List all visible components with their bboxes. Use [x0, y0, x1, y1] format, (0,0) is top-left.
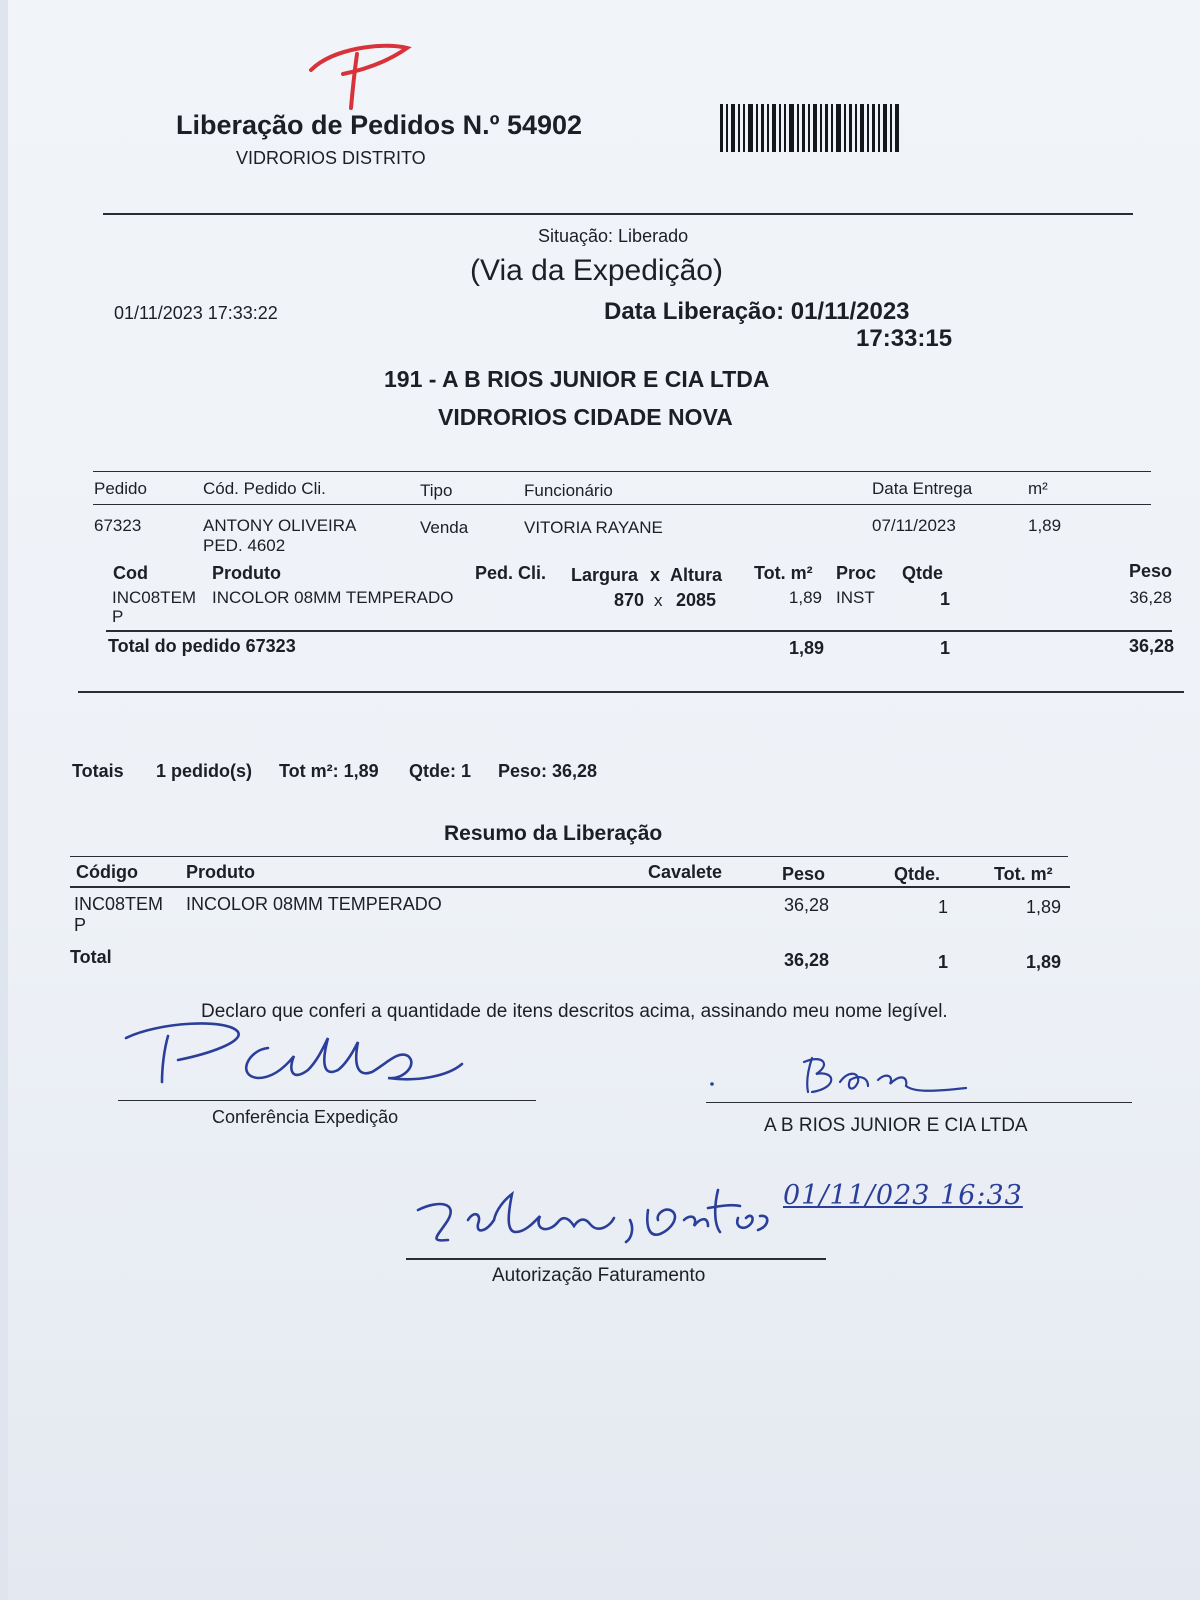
- conferencia-label: Conferência Expedição: [212, 1107, 399, 1127]
- handwritten-date: 01/11/023 16:33: [783, 1180, 1023, 1211]
- resumo-col-peso: Peso: [782, 864, 826, 884]
- resumo-col-tot-m2: Tot. m²: [994, 864, 1053, 884]
- col-produto-header: Produto: [212, 563, 281, 583]
- totais-qtde: Qtde: 1: [409, 761, 472, 781]
- item-largura: 870: [613, 590, 644, 610]
- col-tot-m2-header: Tot. m²: [754, 563, 813, 583]
- order-section-end-rule: [78, 691, 1184, 693]
- col-peso-header: Peso: [1128, 561, 1172, 581]
- item-cod-line1: INC08TEM: [112, 588, 197, 607]
- header-divider: [103, 213, 1133, 215]
- resumo-col-produto: Produto: [186, 862, 255, 882]
- order-funcionario: VITORIA RAYANE: [524, 518, 663, 537]
- order-total-m2: 1,89: [788, 638, 824, 658]
- order-pedido: 67323: [94, 516, 142, 535]
- item-proc: INST: [836, 588, 875, 607]
- resumo-col-qtde: Qtde.: [894, 864, 941, 884]
- item-peso: 36,28: [1129, 588, 1172, 607]
- resumo-row-produto: INCOLOR 08MM TEMPERADO: [186, 894, 442, 914]
- col-x-header: x: [650, 565, 661, 585]
- resumo-title: Resumo da Liberação: [444, 822, 663, 845]
- via-title: (Via da Expedição): [470, 254, 723, 287]
- order-total-label: Total do pedido 67323: [108, 636, 296, 656]
- client-signature-line: [706, 1102, 1132, 1103]
- company-name: VIDRORIOS DISTRITO: [236, 148, 426, 168]
- document-title: Liberação de Pedidos N.º 54902: [176, 110, 583, 140]
- resumo-col-cavalete: Cavalete: [648, 862, 723, 882]
- col-pedido-header: Pedido: [94, 479, 147, 498]
- resumo-row-codigo-line1: INC08TEM: [74, 894, 164, 914]
- barcode: [720, 104, 900, 152]
- col-cod-header: Cod: [113, 563, 148, 583]
- resumo-col-codigo: Código: [76, 862, 138, 882]
- order-m2: 1,89: [1028, 516, 1062, 535]
- totais-pedidos: 1 pedido(s): [156, 761, 253, 781]
- declaration-text: Declaro que conferi a quantidade de itens descritos acima, assinando meu nome legível.: [201, 1001, 948, 1022]
- order-total-peso: 36,28: [1128, 636, 1174, 656]
- col-data-entrega-header: Data Entrega: [872, 479, 973, 498]
- order-cod-cli-line1: ANTONY OLIVEIRA: [203, 516, 357, 535]
- status-text: Situação: Liberado: [538, 226, 689, 246]
- col-tipo-header: Tipo: [420, 481, 453, 500]
- col-funcionario-header: Funcionário: [524, 481, 613, 500]
- print-timestamp: 01/11/2023 17:33:22: [114, 303, 278, 323]
- col-altura-header: Altura: [670, 565, 723, 585]
- conferencia-signature-line: [118, 1100, 536, 1101]
- autorizacao-label: Autorização Faturamento: [492, 1265, 706, 1286]
- totais-peso: Peso: 36,28: [498, 761, 598, 781]
- conferencia-signature: [118, 1020, 478, 1110]
- item-cod-line2: P: [112, 607, 124, 626]
- document-sheet: [8, 0, 1200, 1600]
- totais-tot-m2: Tot m²: 1,89: [279, 761, 379, 781]
- red-handwritten-mark: [303, 40, 423, 120]
- item-altura: 2085: [676, 590, 717, 610]
- resumo-total-label: Total: [70, 947, 112, 967]
- resumo-total-tot-m2: 1,89: [1026, 952, 1062, 972]
- item-qtde: 1: [940, 589, 951, 609]
- order-cod-cli-line2: PED. 4602: [203, 536, 286, 555]
- resumo-row-peso: 36,28: [784, 895, 830, 915]
- order-table-top-rule: [93, 471, 1151, 472]
- autorizacao-signature-line: [406, 1258, 826, 1260]
- order-header-rule: [93, 504, 1151, 505]
- col-largura-header: Largura: [571, 565, 639, 585]
- order-total-rule: [106, 630, 1172, 632]
- item-x: x: [654, 591, 663, 610]
- resumo-header-rule: [70, 886, 1070, 888]
- col-cod-pedido-cli-header: Cód. Pedido Cli.: [203, 479, 326, 498]
- order-tipo: Venda: [420, 518, 469, 537]
- release-date: Data Liberação: 01/11/2023: [604, 298, 910, 325]
- resumo-row-codigo-line2: P: [74, 915, 87, 935]
- client-name: 191 - A B RIOS JUNIOR E CIA LTDA: [384, 366, 770, 392]
- resumo-top-rule: [70, 856, 1068, 857]
- client-signature: [708, 1052, 988, 1100]
- order-data-entrega: 07/11/2023: [872, 516, 956, 535]
- resumo-total-qtde: 1: [938, 952, 949, 972]
- resumo-row-tot-m2: 1,89: [1026, 897, 1062, 917]
- item-tot-m2: 1,89: [788, 588, 822, 607]
- resumo-total-peso: 36,28: [784, 950, 830, 970]
- autorizacao-signature: [408, 1180, 788, 1260]
- client-branch: VIDRORIOS CIDADE NOVA: [438, 404, 733, 430]
- col-proc-header: Proc: [836, 563, 877, 583]
- release-time: 17:33:15: [856, 325, 953, 352]
- order-total-qtde: 1: [940, 638, 951, 658]
- client-signature-label: A B RIOS JUNIOR E CIA LTDA: [764, 1115, 1028, 1136]
- resumo-row-qtde: 1: [938, 897, 949, 917]
- totais-label: Totais: [72, 761, 124, 781]
- col-qtde-header: Qtde: [902, 563, 944, 583]
- item-produto: INCOLOR 08MM TEMPERADO: [212, 588, 454, 607]
- col-ped-cli-header: Ped. Cli.: [475, 563, 547, 583]
- col-m2-header: m²: [1028, 479, 1048, 498]
